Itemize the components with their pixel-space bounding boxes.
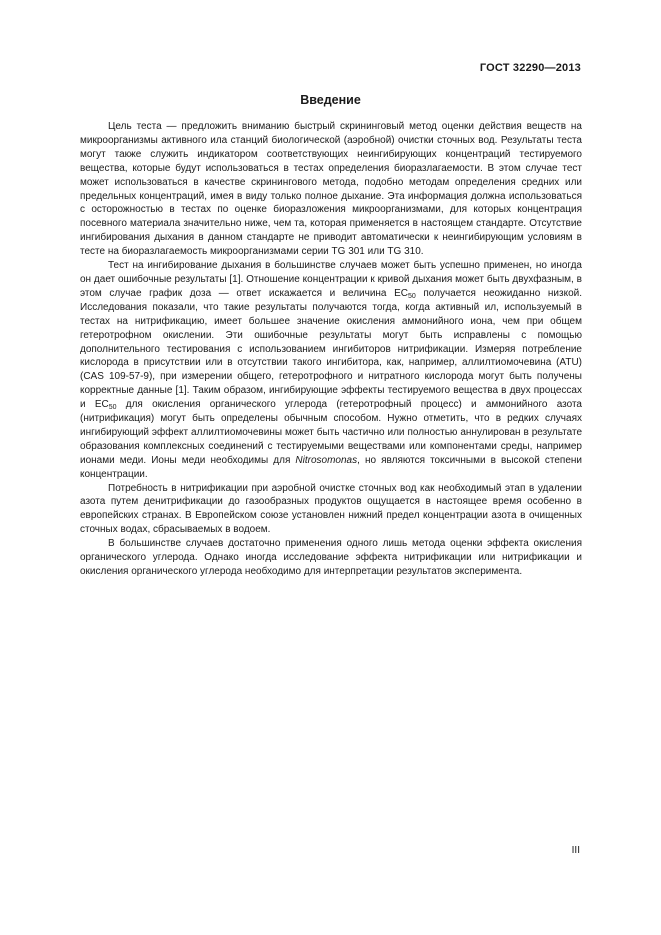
section-title: Введение: [300, 93, 361, 107]
paragraph-4: [80, 537, 582, 579]
subscript-50: 50: [108, 404, 117, 412]
text-run: получается неожиданно низкой. Исследования показали, что такие результаты получаются тогда, когда активный ил, используемый в тестах на нитрификацию, имеет большее значение окисления аммонийного иона, чем при общем гетеротрофном окислении. Эти ошибочные результаты могут быть исправлены с помощью дополнительного тестирования с использованием ингибиторов нитрификации. Измеряя потребление кислорода в присутствии или в отсутствии такого ингибитора, как, например, аллилтиомочевина (ATU) (CAS 109-57-9), при измерении общего, гетеротрофного и нитратного кислорода могут быть получены корректные данные [1]. Таким образом, ингибирующие эффекты тестируемого вещества в двух процессах и EC: [80, 287, 582, 411]
paragraph-1: [80, 120, 582, 259]
text-run: Потребность в нитрификации при аэробной очистке сточных вод как необходимый этап в удалении азота путем денитрификации до газообразных продуктов ощущается в настоящее время особенно в европейских странах. В Европейском союзе установлен нижний предел концентрации азота в очищенных сточных водах, сбрасываемых в водоем.: [80, 482, 582, 536]
text-run: Цель теста — предложить вниманию быстрый скрининговый метод оценки действия веществ на микроорганизмы активного ила станций биологической (аэробной) очистки сточных вод. Результаты теста могут также служить индикатором соответствующих неингибирующих концентраций тестируемого вещества, которые будут использоваться в тестах определения биоразлагаемости. В этом случае тест может использоваться в качестве скринингового метода, подобно методам определения средних или предельных концентраций, имея в виду только полное дыхание. Эта информация должна использоваться с осторожностью в тестах по оценке биоразложения микроорганизмами, для которых концентрация посевного материала значительно ниже, чем та, которая применяется в настоящем стандарте. Отсутствие ингибирования дыхания в данном стандарте не приводит автоматически к неингибирующим условиям в тесте на биоразлагаемость микроорганизмами серии TG 301 или TG 310.: [80, 121, 582, 258]
body-text: [80, 120, 582, 579]
subscript-50: 50: [408, 292, 416, 300]
italic-term: Nitrosomonas: [295, 454, 358, 466]
text-run: В большинстве случаев достаточно применения одного лишь метода оценки эффекта окисления органического углерода. Однако иногда исследование эффекта нитрификации или нитрификации и окисления органического углерода необходимо для интерпретации результатов эксперимента.: [80, 538, 582, 577]
page-number: III: [571, 845, 580, 856]
text-run: , но являются токсичными в высокой степени концентрации.: [80, 454, 582, 480]
text-run: для окисления органического углерода (гетеротрофный процесс) и аммонийного азота (нитрификация) могут быть определены обычным способом. Нужно отметить, что в редких случаях ингибирующий эффект аллилтиомочевины может быть частично или полностью аннулирован в результате образования комплексных соединений с тестируемыми веществами или компонентами среды, например ионами меди. Ионы меди необходимы для: [80, 399, 582, 466]
paragraph-3: [80, 482, 582, 538]
text-run: Тест на ингибирование дыхания в большинстве случаев может быть успешно применен, но иногда он дает ошибочные результаты [1]. Отношение концентрации к кривой дыхания может быть двухфазным, в этом случае график доза — ответ искажается и величина EC: [80, 260, 582, 299]
standard-number: ГОСТ 32290—2013: [479, 62, 581, 74]
paragraph-2: [80, 259, 582, 482]
